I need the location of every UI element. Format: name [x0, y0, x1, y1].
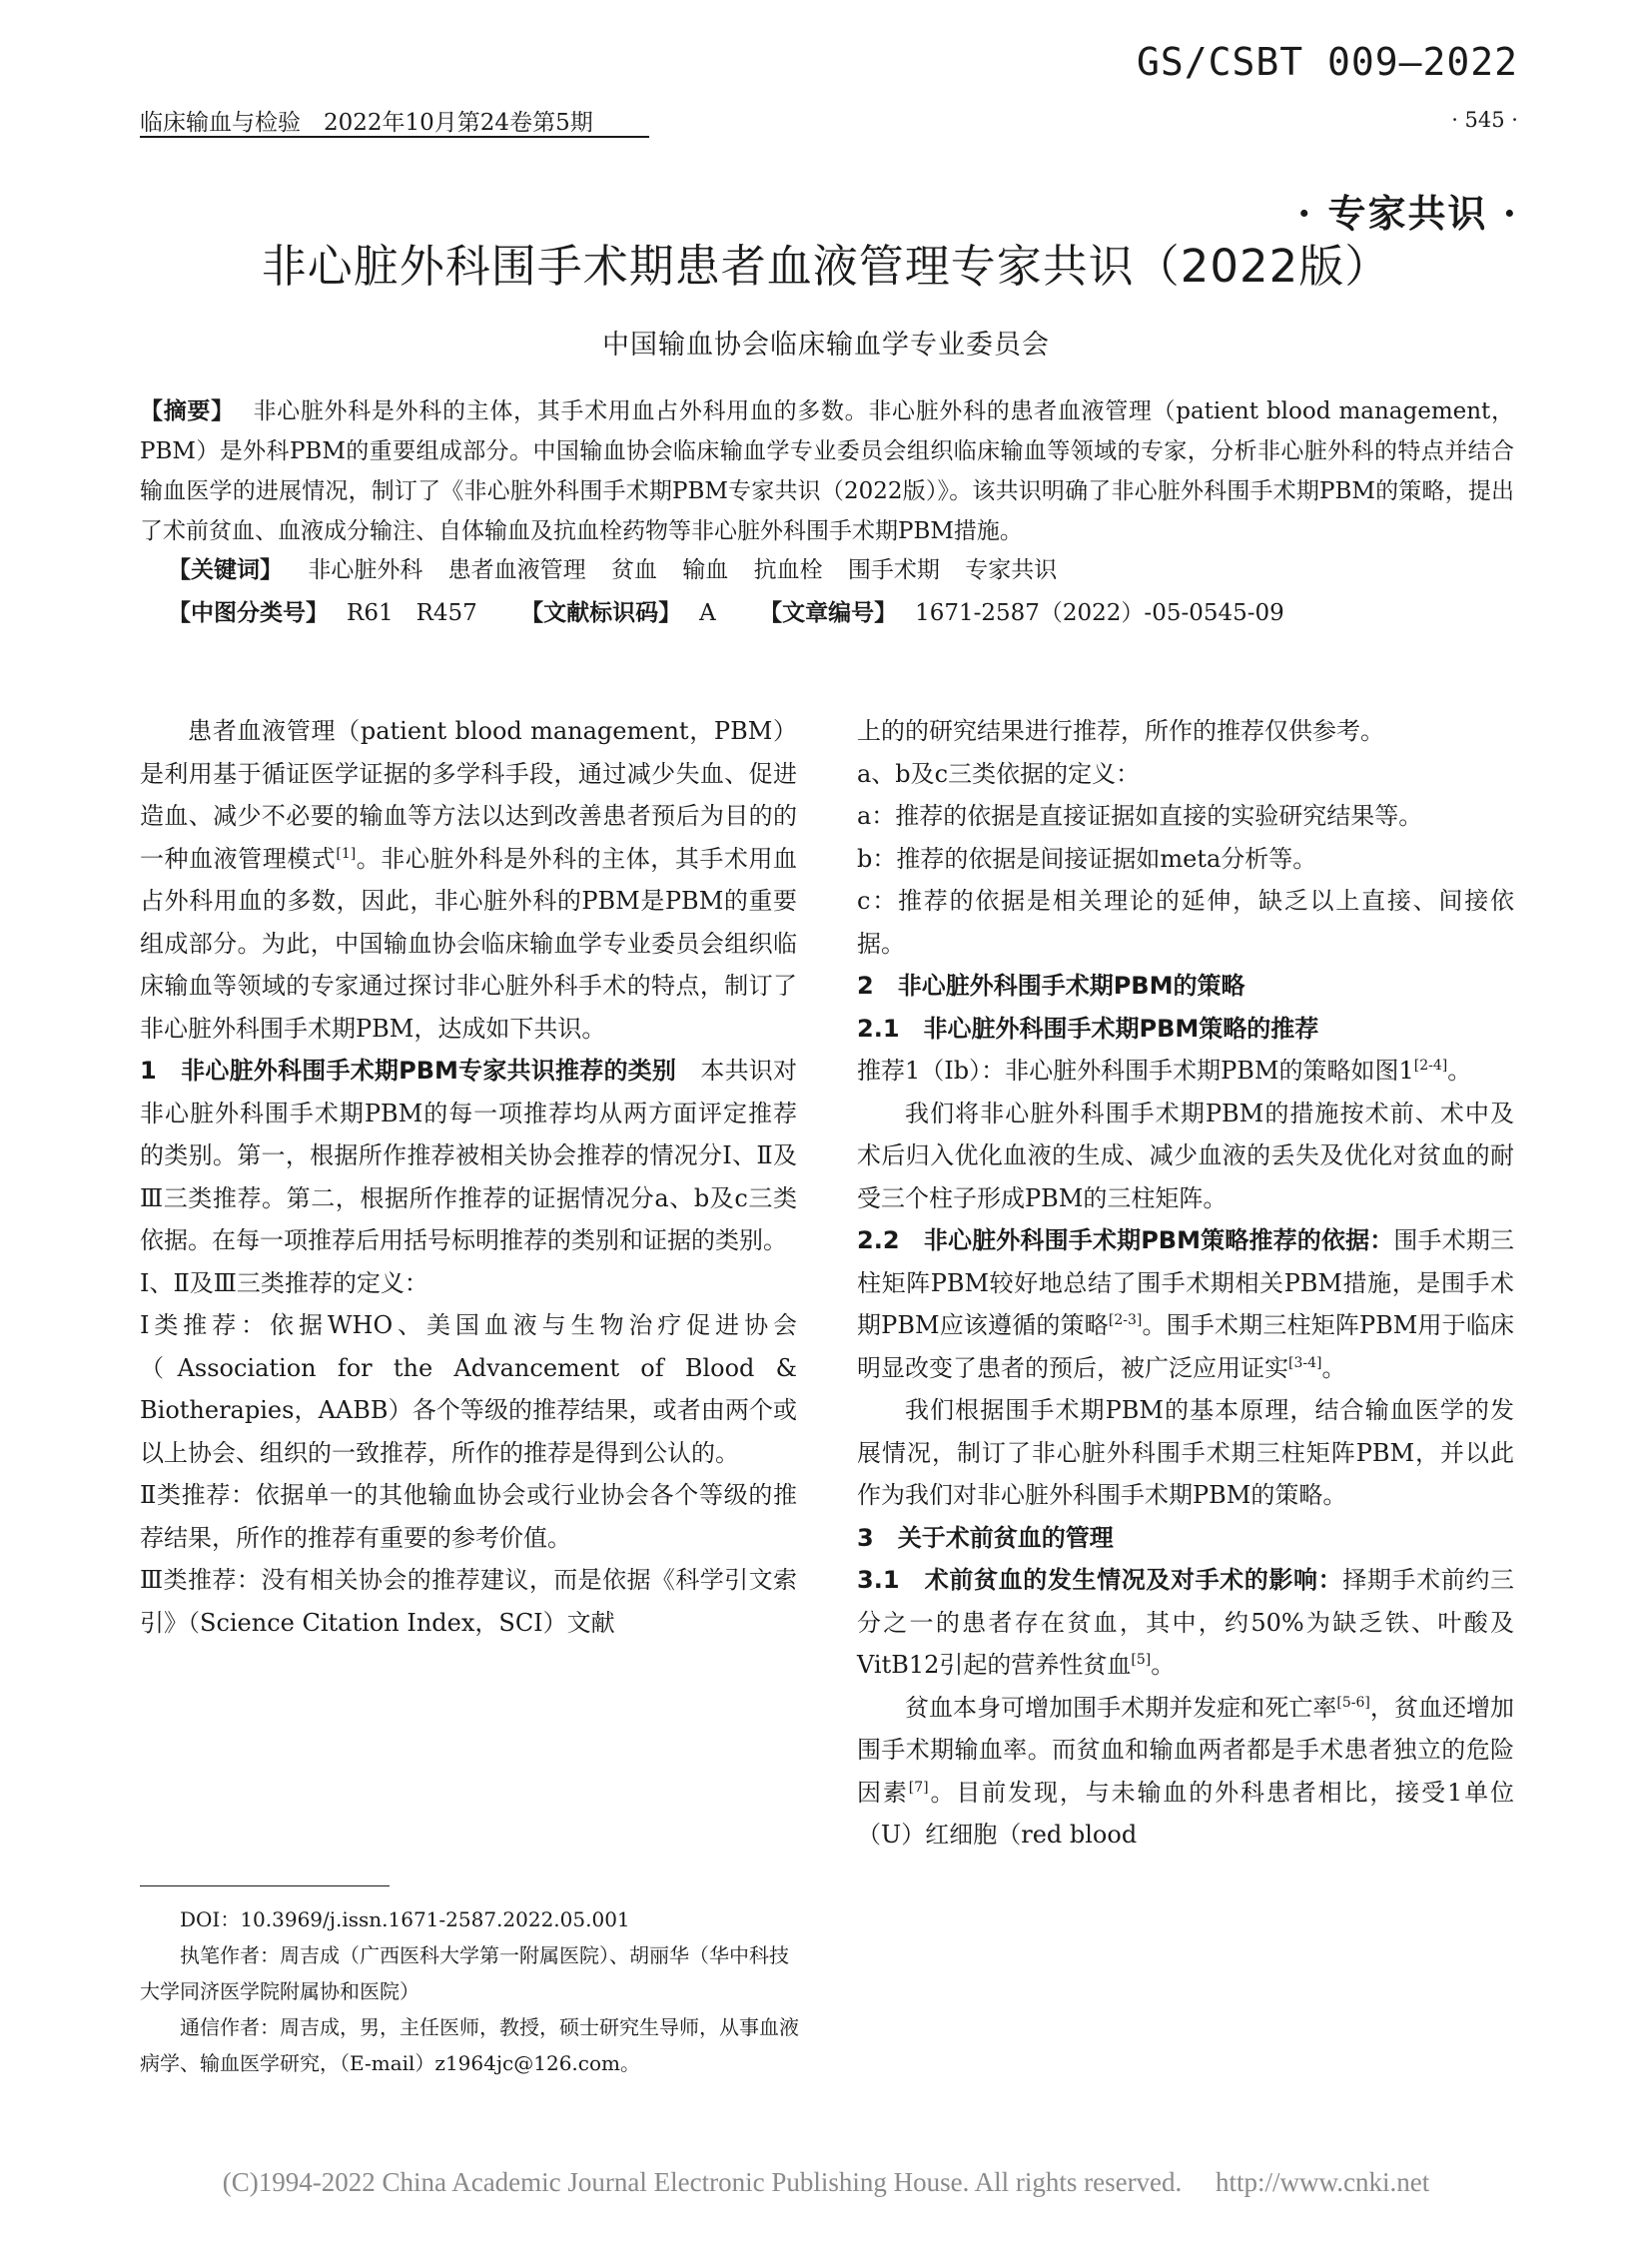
section-2-2-heading: 2.2 非心脏外科围手术期PBM策略推荐的依据：: [857, 1226, 1394, 1254]
citation: [5]: [1131, 1652, 1152, 1668]
abc-intro: a、b及c三类依据的定义：: [857, 759, 1141, 788]
keyword: 专家共识: [965, 557, 1058, 583]
section-1: 1 非心脏外科围手术期PBM专家共识推荐的类别 本共识对非心脏外科围手术期PBM的每一项推荐均从两方面评定推荐的类别。第一，根据所作推荐被相关协会推荐的情况分Ⅰ、Ⅱ及Ⅲ三类推荐。第二，根据所作推荐的证据情况分a、b及c三类依据。在每一项推荐后用括号标明推荐的类别和证据的类别。: [140, 1057, 798, 1254]
section-2-2: 2.2 非心脏外科围手术期PBM策略推荐的依据：围手术期三柱矩阵PBM较好地总结了围手术期相关PBM措施，是围手术期PBM应该遵循的策略[2-3]。围手术期三柱矩阵PBM用于临床明显改变了患者的预后，被广泛应用证实[3-4]。: [857, 1226, 1515, 1382]
section-1-heading: 1 非心脏外科围手术期PBM专家共识推荐的类别: [140, 1057, 677, 1085]
section-2-1-heading: 2.1 非心脏外科围手术期PBM策略的推荐: [857, 1014, 1319, 1043]
right-column: [857, 710, 1514, 1857]
header-rule: [140, 136, 649, 138]
section-tag: · 专家共识 ·: [1297, 191, 1518, 236]
citation: [1]: [336, 845, 357, 862]
citation: [5-6]: [1336, 1694, 1370, 1711]
keyword: 非心脏外科: [308, 557, 423, 583]
writing-authors: 执笔作者：周吉成（广西医科大学第一附属医院）、胡丽华（华中科技大学同济医学院附属协和医院）: [140, 1943, 789, 2003]
section-3-1-heading: 3.1 术前贫血的发生情况及对手术的影响：: [857, 1566, 1343, 1594]
citation: [3-4]: [1288, 1354, 1322, 1371]
doi: DOI：10.3969/j.issn.1671-2587.2022.05.001: [180, 1907, 630, 1931]
paper-title: 非心脏外科围手术期患者血液管理专家共识（2022版）: [261, 240, 1391, 293]
citation: [2-3]: [1108, 1312, 1143, 1328]
section-3-heading: 3 关于术前贫血的管理: [857, 1523, 1114, 1552]
clc-label: 【中图分类号】: [168, 600, 329, 626]
abstract-label: 【摘要】: [140, 398, 235, 424]
class-1-definition: Ⅰ类推荐：依据WHO、美国血液与生物治疗促进协会（Association for the Advancement of Blood & Biotherapies，AABB）各个等级的推荐结果，或者由两个或以上协会、组织的一致推荐，所作的推荐是得到公认的。: [140, 1311, 797, 1467]
article-number-label: 【文章编号】: [759, 600, 898, 626]
section-2-heading: 2 非心脏外科围手术期PBM的策略: [857, 972, 1245, 1000]
left-column: [140, 710, 797, 1644]
keyword: 贫血: [610, 557, 657, 583]
corresponding-author: 通信作者：周吉成，男，主任医师，教授，硕士研究生导师，从事血液病学、输血医学研究，（E-mail）z1964jc@126.com。: [140, 2015, 799, 2075]
anemia-paragraph: 贫血本身可增加围手术期并发症和死亡率[5-6]，贫血还增加围手术期输血率。而贫血和输血两者都是手术患者独立的危险因素[7]。目前发现，与未输血的外科患者相比，接受1单位（U）红细胞（red blood: [857, 1693, 1515, 1849]
citation: [7]: [908, 1779, 929, 1796]
evidence-a: a：推荐的依据是直接证据如直接的实验研究结果等。: [857, 802, 1423, 830]
keyword: 输血: [682, 557, 729, 583]
recommendation-1: 推荐1（Ⅰb）：非心脏外科围手术期PBM的策略如图1[2-4]。: [857, 1057, 1472, 1085]
keyword: 围手术期: [847, 557, 940, 583]
doc-code-label: 【文献标识码】: [520, 600, 682, 626]
intro-paragraph: 患者血液管理（patient blood management，PBM）是利用基于循证医学证据的多学科手段，通过减少失血、促进造血、减少不必要的输血等方法以达到改善患者预后为目的的一种血液管理模式[1]。非心脏外科是外科的主体，其手术用血占外科用血的多数，因此，非心脏外科的PBM是PBM的重要组成部分。为此，中国输血协会临床输血学专业委员会组织临床输血等领域的专家通过探讨非心脏外科手术的特点，制订了非心脏外科围手术期PBM，达成如下共识。: [140, 717, 798, 1043]
standard-code: GS/CSBT 009—2022: [1136, 40, 1518, 84]
keyword: 患者血液管理: [447, 557, 586, 583]
citation: [2-4]: [1413, 1058, 1448, 1074]
footnotes: [140, 1901, 799, 2081]
clc-value: R61 R457: [347, 600, 477, 626]
basis-paragraph: 我们根据围手术期PBM的基本原理，结合输血医学的发展情况，制订了非心脏外科围手术期三柱矩阵PBM，并以此作为我们对非心脏外科围手术期PBM的策略。: [857, 1396, 1514, 1509]
copyright-notice: (C)1994-2022 China Academic Journal Electronic Publishing House. All rights reserved. http://www.cnki.net: [222, 2167, 1430, 2197]
footnote-rule: [140, 1885, 390, 1886]
classification-line: [168, 594, 1284, 627]
page-number: · 545 ·: [1451, 108, 1518, 132]
abstract: [140, 391, 1514, 551]
keywords: [168, 551, 1057, 584]
abstract-text: 非心脏外科是外科的主体，其手术用血占外科用血的多数。非心脏外科的患者血液管理（patient blood management，PBM）是外科PBM的重要组成部分。中国输血协会临床输血学专业委员会组织临床输血等领域的专家，分析非心脏外科的特点并结合输血医学的进展情况，制订了《非心脏外科围手术期PBM专家共识（2022版）》。该共识明确了非心脏外科围手术期PBM的策略，提出了术前贫血、血液成分输注、自体输血及抗血栓药物等非心脏外科围手术期PBM措施。: [140, 398, 1514, 544]
keyword: 抗血栓: [753, 557, 823, 583]
pillars-paragraph: 我们将非心脏外科围手术期PBM的措施按术前、术中及术后归入优化血液的生成、减少血液的丢失及优化对贫血的耐受三个柱子形成PBM的三柱矩阵。: [857, 1099, 1514, 1212]
article-number-value: 1671-2587（2022）-05-0545-09: [915, 600, 1284, 626]
paper-author: 中国输血协会临床输血学专业委员会: [602, 330, 1050, 361]
continued-text: 上的的研究结果进行推荐，所作的推荐仅供参考。: [857, 717, 1384, 745]
class-3-definition: Ⅲ类推荐：没有相关协会的推荐建议，而是依据《科学引文索引》（Science Citation Index，SCI）文献: [140, 1566, 797, 1637]
evidence-b: b：推荐的依据是间接证据如meta分析等。: [857, 844, 1317, 873]
class-2-definition: Ⅱ类推荐：依据单一的其他输血协会或行业协会各个等级的推荐结果，所作的推荐有重要的参考价值。: [140, 1481, 797, 1552]
keywords-label: 【关键词】: [168, 557, 283, 583]
journal-header: 临床输血与检验 2022年10月第24卷第5期: [140, 110, 593, 136]
doc-code-value: A: [699, 600, 716, 626]
definition-intro: Ⅰ、Ⅱ及Ⅲ三类推荐的定义：: [140, 1268, 428, 1297]
section-3-1: 3.1 术前贫血的发生情况及对手术的影响：择期手术前约三分之一的患者存在贫血，其中，约50%为缺乏铁、叶酸及VitB12引起的营养性贫血[5]。: [857, 1566, 1515, 1679]
evidence-c: c：推荐的依据是相关理论的延伸，缺乏以上直接、间接依据。: [857, 887, 1514, 958]
